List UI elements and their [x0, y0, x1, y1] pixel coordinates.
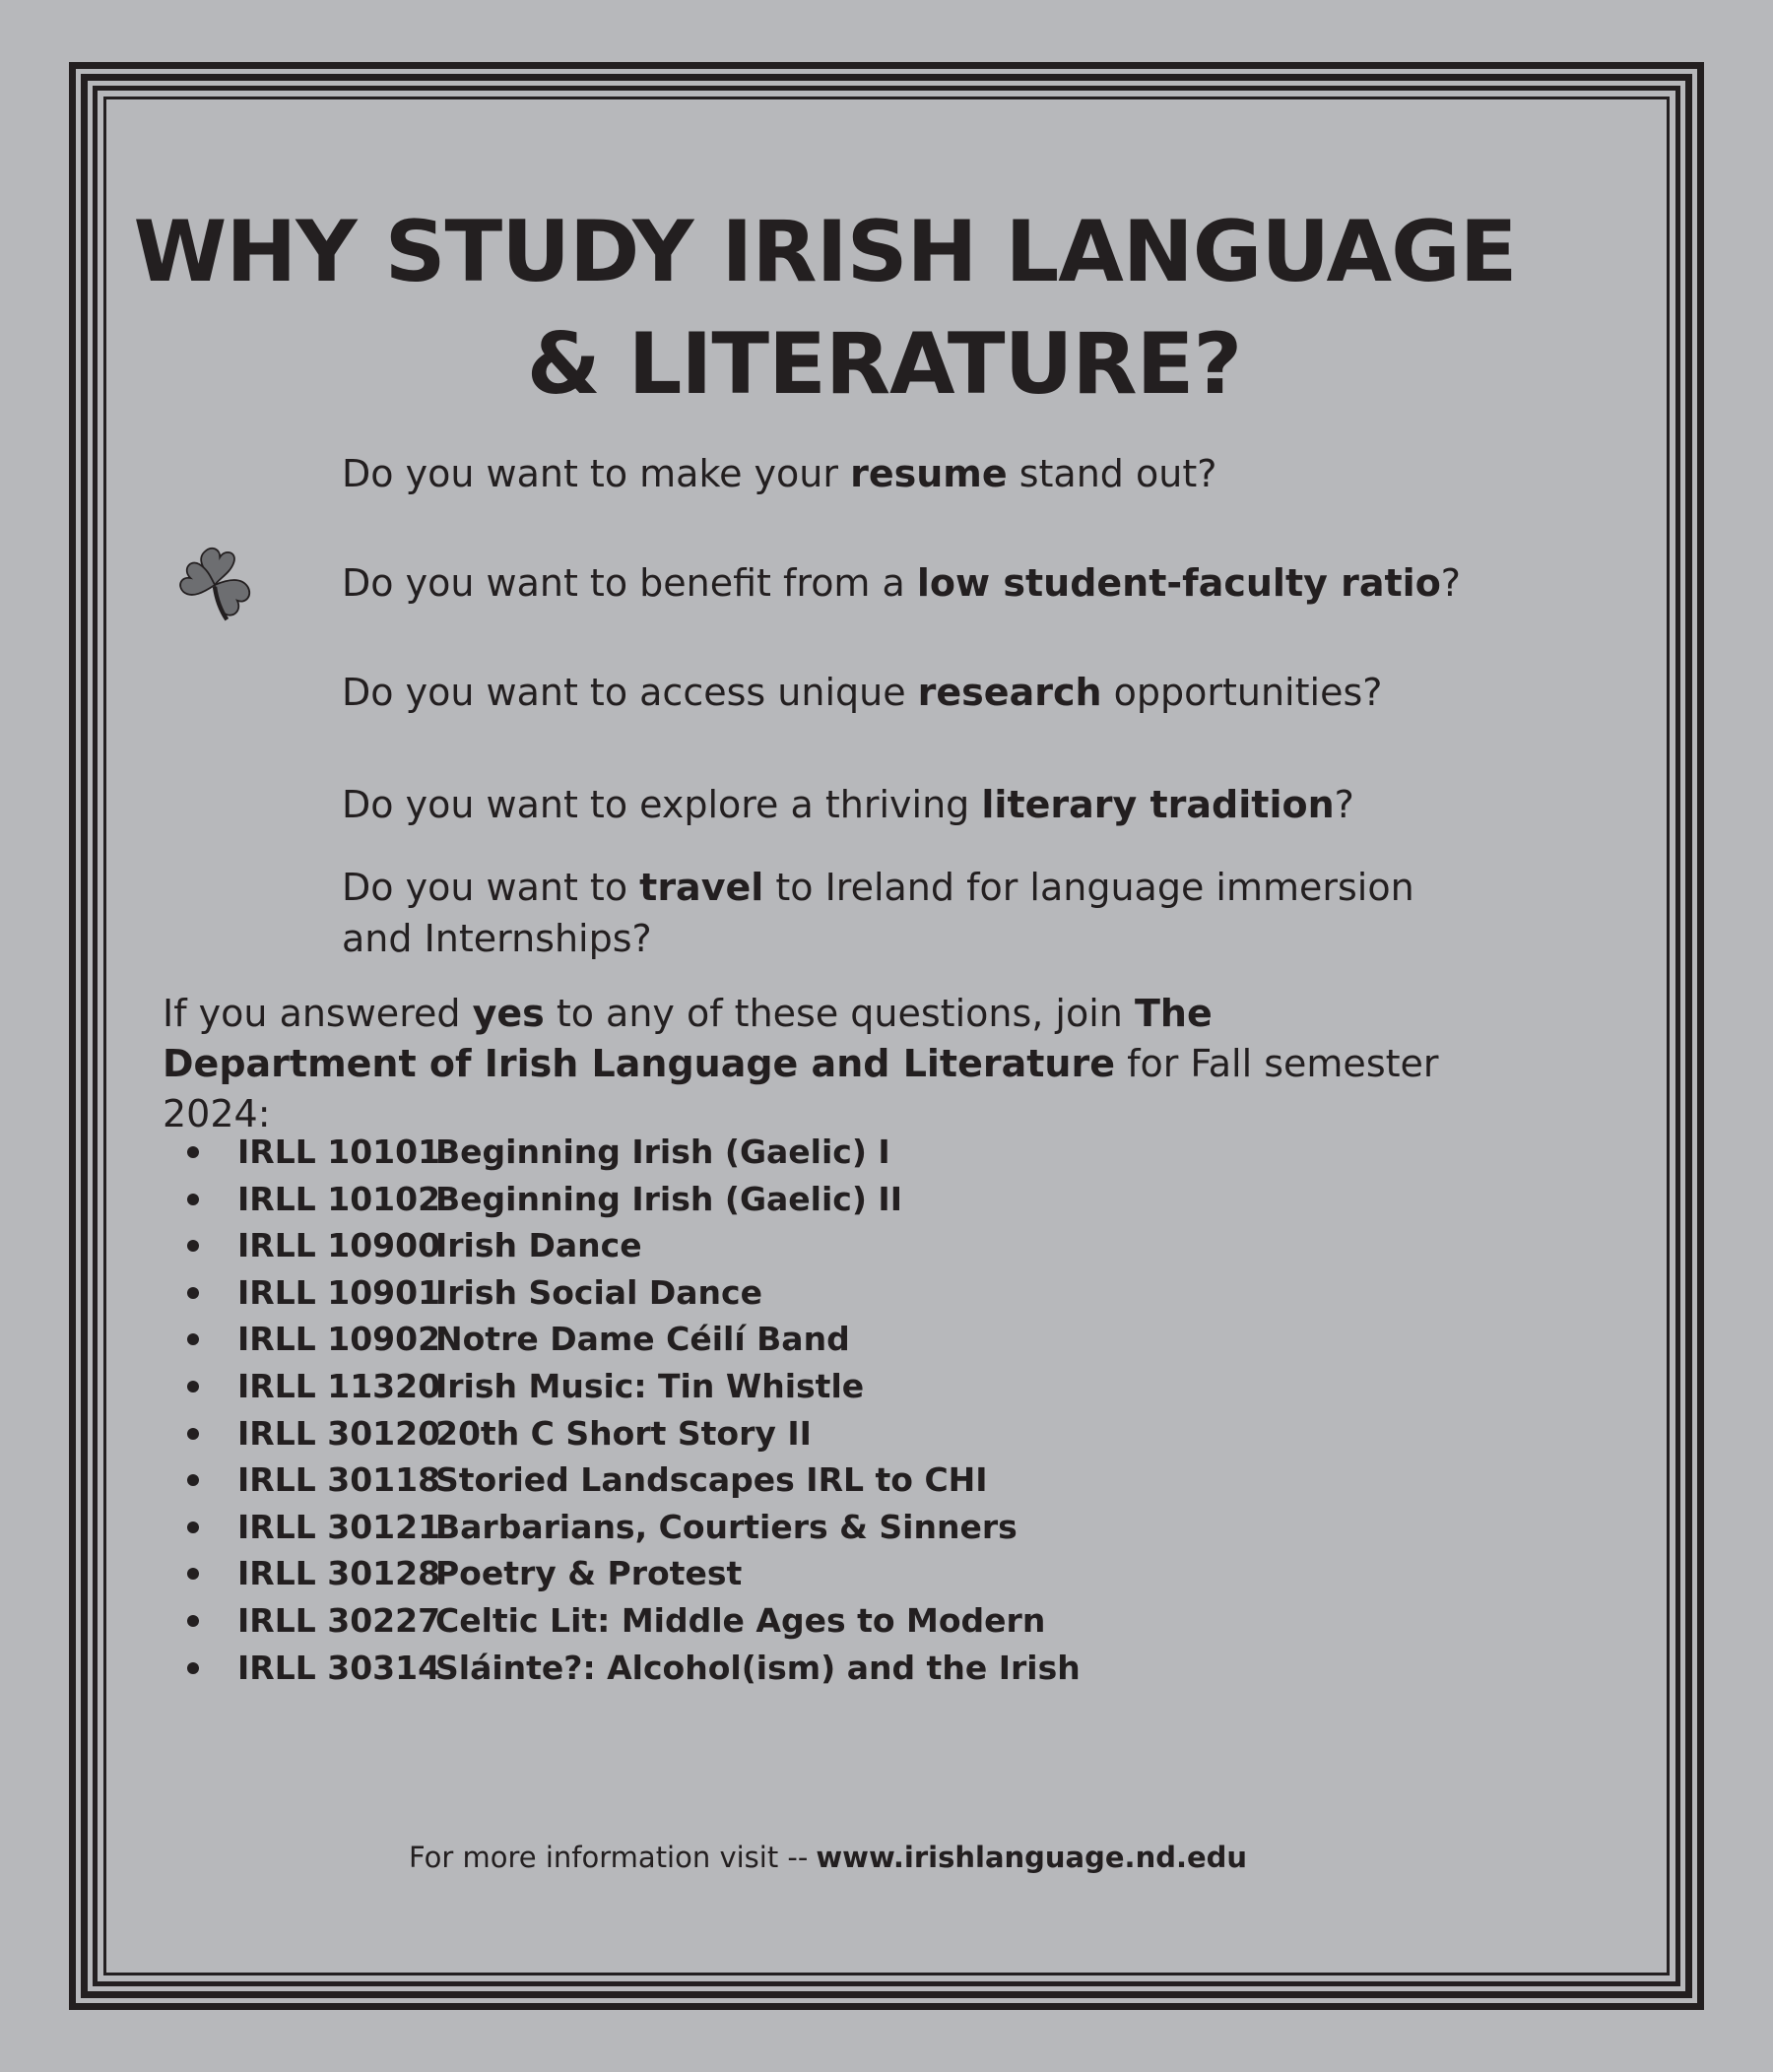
list-item	[177, 1410, 1081, 1457]
bullet-icon	[187, 1428, 199, 1440]
bullet-icon	[187, 1240, 199, 1252]
course-name: Beginning Irish (Gaelic) II	[435, 1179, 902, 1218]
course-code: IRLL 10900	[237, 1226, 441, 1265]
footer-text: For more information visit --	[409, 1841, 809, 1874]
course-name: Notre Dame Céilí Band	[435, 1320, 850, 1359]
bullet-icon	[187, 1474, 199, 1486]
list-item	[177, 1363, 1081, 1410]
list-item	[177, 1176, 1081, 1223]
list-item	[177, 1269, 1081, 1317]
course-code: IRLL 10901	[237, 1272, 441, 1312]
course-code: IRLL 10902	[237, 1320, 441, 1359]
list-item	[177, 1457, 1081, 1504]
list-item	[177, 1129, 1081, 1176]
course-name: Irish Social Dance	[435, 1272, 762, 1312]
question-ratio: Do you want to benefit from a low student-faculty ratio?	[342, 561, 1461, 605]
bullet-icon	[187, 1568, 199, 1580]
bullet-icon	[187, 1662, 199, 1674]
course-code: IRLL 30121	[237, 1507, 441, 1546]
course-code: IRLL 11320	[237, 1366, 441, 1405]
list-item	[177, 1645, 1081, 1692]
course-code: IRLL 10101	[237, 1133, 441, 1171]
list-item	[177, 1597, 1081, 1645]
title-line-2: & LITERATURE?	[526, 315, 1242, 414]
footer-info	[409, 1838, 1247, 1877]
shamrock-icon	[171, 542, 258, 628]
bullet-icon	[187, 1381, 199, 1392]
question-literary: Do you want to explore a thriving literary tradition?	[342, 783, 1354, 826]
course-name: Barbarians, Courtiers & Sinners	[435, 1507, 1018, 1546]
list-item	[177, 1222, 1081, 1269]
question-resume: Do you want to make your resume stand out?	[342, 452, 1217, 495]
list-item	[177, 1504, 1081, 1551]
course-name: Celtic Lit: Middle Ages to Modern	[435, 1600, 1046, 1640]
course-code: IRLL 30227	[237, 1600, 441, 1640]
course-name: Storied Landscapes IRL to CHI	[435, 1460, 988, 1500]
bullet-icon	[187, 1287, 199, 1299]
question-travel: Do you want to travel to Ireland for language immersion and Internships?	[342, 866, 1414, 960]
bullet-icon	[187, 1522, 199, 1533]
course-code: IRLL 30120	[237, 1413, 441, 1453]
join-paragraph: If you answered yes to any of these questions, join The Department of Irish Language and Literature for Fall semester 2024:	[163, 992, 1439, 1135]
course-code: IRLL 10102	[237, 1179, 441, 1218]
title-line-1: WHY STUDY IRISH LANGUAGE	[133, 203, 1517, 301]
course-code: IRLL 30128	[237, 1554, 441, 1593]
course-name: Beginning Irish (Gaelic) I	[435, 1133, 890, 1171]
course-list	[177, 1129, 1081, 1691]
bullet-icon	[187, 1146, 199, 1158]
question-research: Do you want to access unique research opportunities?	[342, 671, 1383, 714]
course-code: IRLL 30314	[237, 1648, 441, 1687]
course-code: IRLL 30118	[237, 1460, 441, 1500]
bullet-icon	[187, 1615, 199, 1627]
bullet-icon	[187, 1333, 199, 1345]
course-name: Poetry & Protest	[435, 1554, 743, 1593]
bullet-icon	[187, 1194, 199, 1205]
list-item	[177, 1316, 1081, 1363]
list-item	[177, 1550, 1081, 1597]
website-link[interactable]: www.irishlanguage.nd.edu	[816, 1841, 1248, 1874]
course-name: Irish Music: Tin Whistle	[435, 1366, 865, 1405]
course-name: 20th C Short Story II	[435, 1413, 812, 1453]
course-name: Irish Dance	[435, 1226, 642, 1265]
course-name: Sláinte?: Alcohol(ism) and the Irish	[435, 1648, 1081, 1687]
